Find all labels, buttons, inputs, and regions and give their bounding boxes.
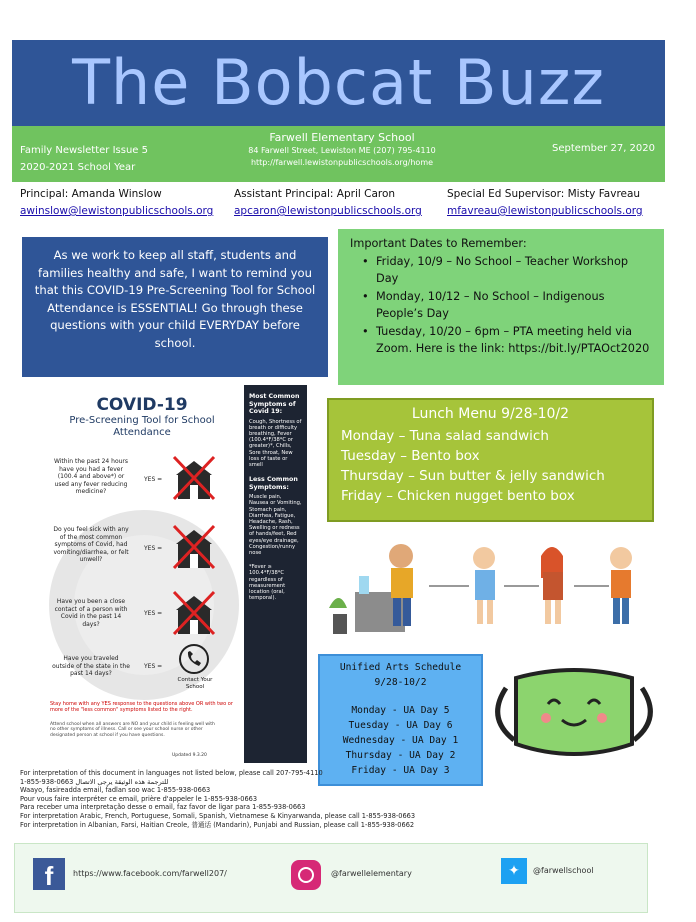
newsletter-title: The Bobcat Buzz xyxy=(72,46,605,119)
list-item: Tuesday – Bento box xyxy=(341,448,480,464)
form-title xyxy=(44,395,240,439)
covid-reminder-box: As we work to keep all staff, students and families healthy and safe, I want to remind you that this COVID-19 Pre-Screening Tool for School Attendance is ESSENTIAL! Go through these questions with your child EVERYDAY before school. xyxy=(22,237,328,377)
facebook-link[interactable]: https://www.facebook.com/farwell207/ xyxy=(73,869,227,878)
school-address: 84 Farwell Street, Lewiston ME (207) 795-4110 xyxy=(248,146,436,155)
school-name: Farwell Elementary School xyxy=(269,131,415,144)
masthead-info-bar xyxy=(12,126,665,182)
school-info xyxy=(222,131,462,169)
interpretation-line: Waayo, fasireadda email, fadlan soo wac 1-855-938-0663 xyxy=(20,786,211,795)
unified-arts-box xyxy=(318,654,483,786)
staff-email-link[interactable]: apcaron@lewistonpublicschools.org xyxy=(234,205,422,217)
masthead xyxy=(12,40,665,126)
updated-date: Updated 9.3.20 xyxy=(172,753,207,758)
school-url-link[interactable]: http://farwell.lewistonpublicschools.org/home xyxy=(250,158,434,167)
list-item: Monday - UA Day 5 xyxy=(351,705,450,716)
form-title-main: COVID-19 xyxy=(96,395,188,415)
list-item: Wednesday - UA Day 1 xyxy=(342,735,459,746)
issue-number: Family Newsletter Issue 5 xyxy=(20,145,148,156)
interpretation-line: Para receber uma interpretação desse o email, faz favor de ligar para 1-855-938-0663 xyxy=(20,803,306,812)
lunch-menu-box xyxy=(327,398,654,522)
dates-list xyxy=(350,253,652,358)
list-item: Friday – Chicken nugget bento box xyxy=(341,488,575,504)
ua-range: 9/28-10/2 xyxy=(374,677,427,688)
dates-heading: Important Dates to Remember: xyxy=(350,237,527,250)
staff-email-link[interactable]: mfavreau@lewistonpublicschools.org xyxy=(447,205,643,217)
lunch-title: Lunch Menu 9/28-10/2 xyxy=(411,406,570,422)
interpretation-line: For interpretation Arabic, French, Portuguese, Somali, Spanish, Vietnamese & Kinyarwanda, please call 1-855-938-0663 xyxy=(20,811,416,820)
symptoms-sidebar xyxy=(244,385,307,763)
interpretation-line: Pour vous faire interpréter ce email, prière d'appeler le 1-855-938-0663 xyxy=(20,794,258,803)
list-item: • Monday, 10/12 – No School – Indigenous People’s Day xyxy=(376,288,652,323)
stay-home-note: Stay home with any YES response to the questions above OR with two or more of the "less common" symptoms listed to the right. xyxy=(50,701,233,713)
interpretation-line: For interpretation of this document in languages not listed below, please call 207-795-4110 xyxy=(20,769,323,777)
ua-title: Unified Arts Schedule xyxy=(339,662,462,673)
yes-label: YES = xyxy=(144,476,163,483)
social-distance-illustration xyxy=(319,528,647,640)
yes-label: YES = xyxy=(144,663,163,670)
instagram-icon[interactable] xyxy=(291,860,321,890)
no-school-icon xyxy=(170,522,218,572)
list-item: Thursday – Sun butter & jelly sandwich xyxy=(341,468,605,484)
list-item: Tuesday - UA Day 6 xyxy=(348,720,453,731)
staff-principal xyxy=(20,186,213,220)
no-school-icon xyxy=(170,588,218,638)
contact-school-label: Contact Your School xyxy=(177,677,213,690)
social-footer xyxy=(14,843,648,913)
staff-special-ed xyxy=(447,186,643,220)
screening-question: Within the past 24 hours have you had a fever (100.4 and above*) or used any fever reducing medicine? xyxy=(53,458,129,495)
face-mask-icon xyxy=(492,648,656,776)
twitter-icon[interactable]: ✦ xyxy=(501,858,527,884)
interpretation-notes xyxy=(20,769,660,829)
attend-note: Attend school when all answers are NO and your child is feeling well with no other symptoms of illness. Call or see your school nurse or other designated person at school if you have questions. xyxy=(50,722,215,738)
screening-question: Have you been a close contact of a person with Covid in the past 14 days? xyxy=(54,598,128,628)
important-dates-box xyxy=(338,229,664,385)
issue-info xyxy=(20,142,148,176)
yes-label: YES = xyxy=(144,545,163,552)
list-item: Friday - UA Day 3 xyxy=(351,765,450,776)
list-item: Thursday - UA Day 2 xyxy=(345,750,456,761)
no-school-icon xyxy=(170,453,218,503)
list-item: Monday – Tuna salad sandwich xyxy=(341,428,549,444)
yes-label: YES = xyxy=(144,610,163,617)
twitter-link[interactable]: @farwellschool xyxy=(533,866,594,875)
less-common-list: Muscle pain, Nausea or Vomiting, Stomach pain, Diarrhea, Fatigue, Headache, Rash, Swelling or redness of hands/feet, Red eyes/eye drainage, Congestion/runny nose xyxy=(249,494,302,556)
school-year: 2020-2021 School Year xyxy=(20,162,136,173)
list-item: • Tuesday, 10/20 – 6pm – PTA meeting held via Zoom. Here is the link: https://bit.ly/PTAOct2020 xyxy=(376,323,652,358)
staff-role: Special Ed Supervisor: Misty Favreau xyxy=(447,188,641,200)
staff-email-link[interactable]: awinslow@lewistonpublicschools.org xyxy=(20,205,214,217)
staff-assistant-principal xyxy=(234,186,422,220)
less-common-heading: Less Common Symptoms: xyxy=(249,476,298,491)
common-symptoms-list: Cough, Shortness of breath or difficulty breathing, Fever (100.4*F/38*C or greater)*, Chills, Sore throat, New loss of taste or smell xyxy=(249,418,302,468)
screening-question: Do you feel sick with any of the most common symptoms of Covid, had vomiting/diarrhea, or felt unwell? xyxy=(53,526,129,563)
list-item: • Friday, 10/9 – No School – Teacher Workshop Day xyxy=(376,253,652,288)
screening-question: Have you traveled outside of the state in the past 14 days? xyxy=(52,655,130,677)
interpretation-line: 1-855-938-0663 للترجمة هذه الوثيقة يرجى الاتصال xyxy=(20,777,169,786)
common-symptoms-heading: Most Common Symptoms of Covid 19: xyxy=(249,393,300,415)
facebook-icon[interactable]: f xyxy=(33,858,65,890)
phone-icon xyxy=(178,643,210,675)
issue-date: September 27, 2020 xyxy=(552,143,655,154)
form-subtitle: Pre-Screening Tool for School Attendance xyxy=(69,415,215,438)
staff-role: Assistant Principal: April Caron xyxy=(234,188,396,200)
instagram-link[interactable]: @farwellelementary xyxy=(331,869,412,878)
interpretation-line: For interpretation in Albanian, Farsi, Haitian Creole, 普通话 (Mandarin), Punjabi and Russian, please call 1-855-938-0662 xyxy=(20,820,415,829)
fever-note: *Fever ≥ 100.4*F/38*C regardless of measurement location (oral, temporal). xyxy=(249,564,286,602)
staff-role: Principal: Amanda Winslow xyxy=(20,188,162,200)
